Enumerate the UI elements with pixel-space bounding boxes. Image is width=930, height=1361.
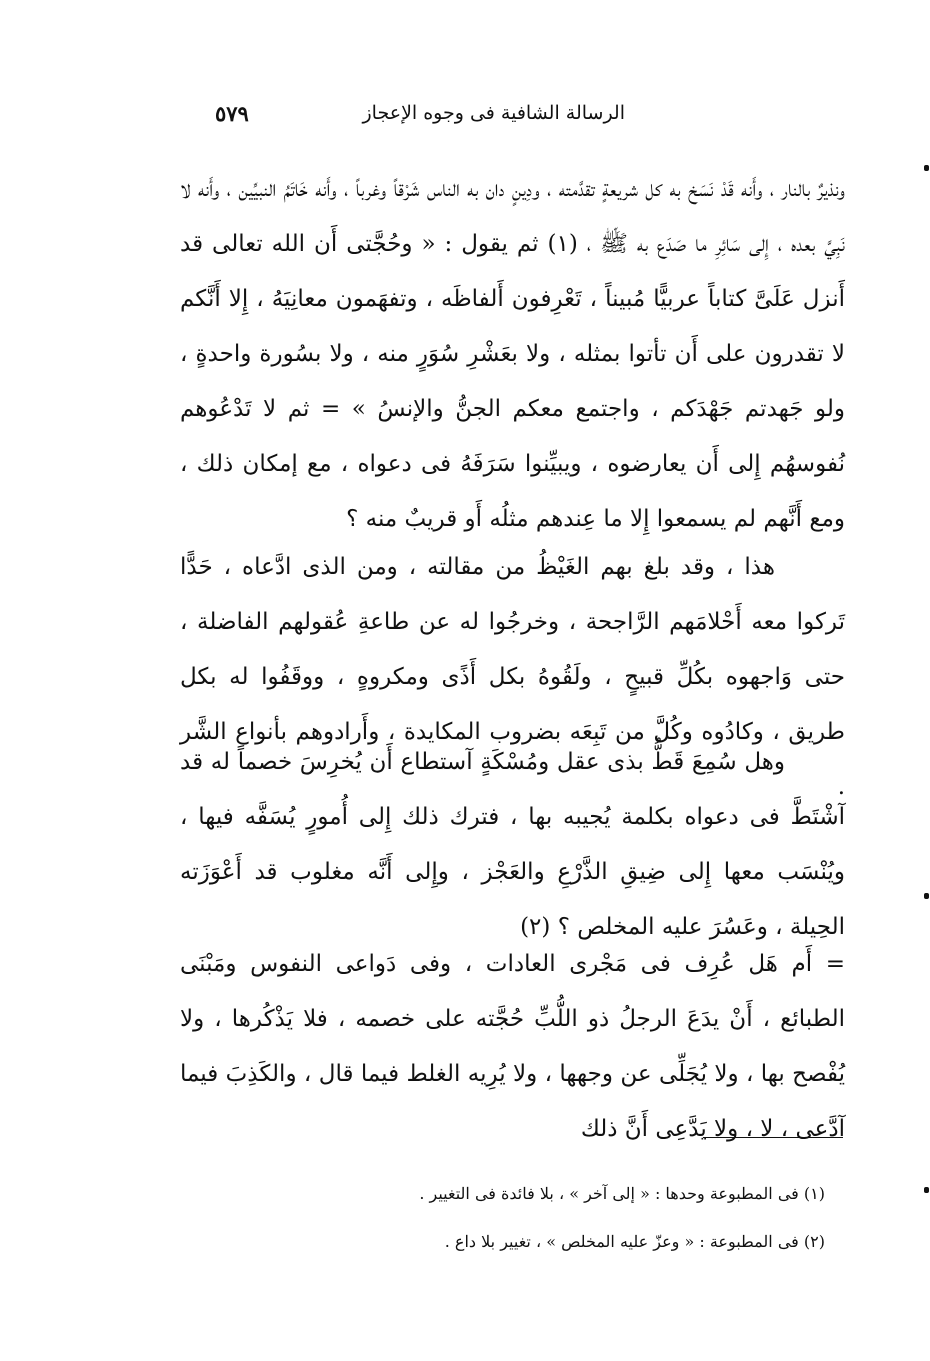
paragraph-3 <box>180 735 845 955</box>
scan-edge-mark <box>924 165 929 171</box>
scan-edge-mark <box>924 1187 929 1193</box>
page-header <box>215 96 625 130</box>
page-number: ٥٧٩ <box>215 100 249 126</box>
paragraph-1-text: ونذيرٌ بالنار ، وأَنه قَدْ نَسَخ به كل شريعةٍ تقدَّمته ، ودِينٍ دان به الناس شَرْقاً وغرباً ، وأَنه خَاتَمُ النبيِّين ، وأَنه لا نَبِيَّ بعده ، إِلى سَائِرِ ما صَدَع به ﷺ ، (١) ثم يقول : « وحُجَّتى أَن الله تعالى قد أَنزل عَلَىَّ كتاباً عربيًّا مُبيناً ، تَعْرِفون أَلفاظَه ، وتفهَمون معانِيَهُ ، إِلا أَنَّكم لا تقدرون على أَن تأتوا بمثله ، ولا بعَشْرِ سُوَرٍ منه ، ولا بسُورة واحدةٍ ، ولو جَهدتم جَهْدَكم ، واجتمع معكم الجنُّ والإنسُ » = ثم لا تَدْعُوهم نُفوسهُم إِلى أَن يعارضوه ، ويبيِّنوا سَرَفَهُ فى دعواه ، مع إمكان ذلك ، ومع أَنَّهم لم يسمعوا إِلا ما عِندهم مثلُه أَو قريبٌ منه ؟ <box>180 176 845 532</box>
footnote-divider <box>703 1137 843 1138</box>
running-title: الرسالة الشافية فى وجوه الإعجاز <box>362 102 625 124</box>
paragraph-4-text: = أَم هَل عُرِف فى مَجْرى العادات ، وفى دَواعى النفوس ومَبْنَى الطبائع ، أَنْ يدَعَ الرجلُ ذو اللُّبِّ حُجَّته على خصمه ، فلا يَذْكُرها ، ولا يُفْصح بها ، ولا يُجَلِّى عن وجهها ، ولا يُرِيه الغلط فيما قال ، والكَذِبَ فيما آدَّعى ، لا ، ولا يَدَّعِى أَنَّ ذلك <box>180 951 845 1142</box>
paragraph-1 <box>180 162 845 547</box>
paragraph-3-text: وهل سُمِعَ قَطُّ بذى عقل ومُسْكَةٍ آستطاع أَن يُخرِسَ خصماً له قد آشْتَطَّ فى دعواه بكلمة يُجيبه بها ، فترك ذلك إِلى أُمورٍ يُسَفَّه فيها ، ويُنْسَب معها إِلى ضِيقِ الذَّرْعِ والعَجْز ، وإِلى أَنَّه مغلوب قد أَعْوَزَته الحِيلة ، وعَسُرَ عليه المخلص ؟ (٢) <box>180 749 845 940</box>
footnote-2: (٢) فى المطبوعة : « وعزّ عليه المخلص » ، تغيير بلا داع . <box>444 1232 825 1251</box>
paragraph-4 <box>180 937 845 1157</box>
paragraph-2-text: هذا ، وقد بلغ بهم الغَيْظُ من مقالته ، ومن الذى ادَّعاه ، حَدًّا تَركوا معه أَحْلامَهم الرَّاجحة ، وخرجُوا له عن طاعةِ عُقولهم الفاضلة ، حتى وَاجهوه بكُلِّ قبيحٍ ، ولَقُوهُ بكل أَذًى ومكروهٍ ، ووقَفُوا له بكل طريق ، وكادُوه وكُلَّ من تَبِعَه بضروب المكايدة ، وأَرادوهم بأنواع الشَّر . <box>180 554 845 800</box>
scan-edge-mark <box>924 893 929 899</box>
footnotes <box>330 1170 825 1266</box>
footnote-1: (١) فى المطبوعة وحدها : « إلى آخر » ، بلا فائدة فى التغيير . <box>419 1184 825 1203</box>
